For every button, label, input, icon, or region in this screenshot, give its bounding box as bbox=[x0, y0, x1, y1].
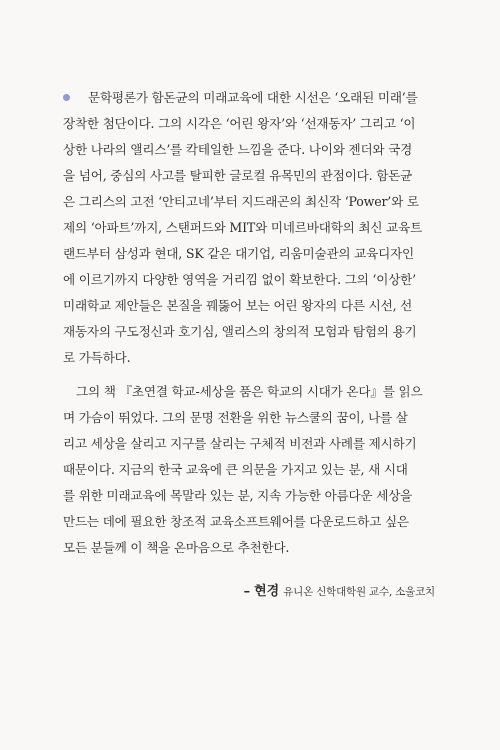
text-line: 랜드부터 삼성과 현대, SK 같은 대기업, 리움미술관의 교육디자인 bbox=[63, 246, 415, 261]
recommendation-paragraph-1 bbox=[63, 85, 435, 371]
text-line: 때문이다. 지금의 한국 교육에 큰 의문을 가지고 있는 분, 새 시대 bbox=[63, 462, 408, 477]
recommendation-paragraph-2 bbox=[63, 379, 435, 561]
text-line: 상한 나라의 앨리스’를 칵테일한 느낌을 준다. 나이와 젠더와 국경 bbox=[63, 142, 413, 157]
text-line: 을 넘어, 중심의 사고를 탈피한 글로컬 유목민의 관점이다. 함돈균 bbox=[63, 168, 413, 183]
text-line: 리고 세상을 살리고 지구를 살리는 구체적 비전과 사례를 제시하기 bbox=[63, 436, 417, 451]
text-line: 며 가슴이 뛰었다. 그의 문명 전환을 위한 뉴스쿨의 꿈이, 나를 살 bbox=[63, 410, 408, 425]
text-line: 그의 책 『초연결 학교-세상을 품은 학교의 시대가 온다』를 읽으 bbox=[76, 384, 423, 399]
author-title: 유니온 신학대학원 교수, 소울코치 bbox=[283, 586, 435, 598]
text-line: 에 이르기까지 다양한 영역을 거리낌 없이 확보한다. 그의 ‘이상한’ bbox=[63, 272, 416, 287]
text-line: 미래학교 제안들은 본질을 꿰뚫어 보는 어린 왕자의 다른 시선, 선 bbox=[63, 298, 413, 313]
text-line: 재동자의 구도정신과 호기심, 앨리스의 창의적 모험과 탐험의 용기 bbox=[63, 324, 417, 339]
text-line: 모든 분들께 이 책을 온마음으로 추천한다. bbox=[63, 540, 290, 555]
signature bbox=[244, 580, 435, 602]
text-line: 제의 ‘아파트’까지, 스탠퍼드와 MIT와 미네르바대학의 최신 교육트 bbox=[63, 220, 423, 235]
author-name: 현경 bbox=[254, 584, 280, 599]
text-line: 장착한 첨단이다. 그의 시각은 ‘어린 왕자’와 ‘선재동자’ 그리고 ‘이 bbox=[63, 116, 416, 131]
text-line: 은 그리스의 고전 ‘안티고네’부터 지드래곤의 최신작 ‘Power’와 로 bbox=[63, 194, 419, 209]
text-line: 로 가득하다. bbox=[63, 350, 131, 365]
text-line: 문학평론가 함돈균의 미래교육에 대한 시선은 ‘오래된 미래’를 bbox=[88, 90, 418, 105]
signature-dash: – bbox=[243, 584, 251, 599]
text-line: 를 위한 미래교육에 목말라 있는 분, 지속 가능한 아름다운 세상을 bbox=[63, 488, 413, 503]
text-line: 만드는 데에 필요한 창조적 교육소프트웨어를 다운로드하고 싶은 bbox=[63, 514, 409, 529]
